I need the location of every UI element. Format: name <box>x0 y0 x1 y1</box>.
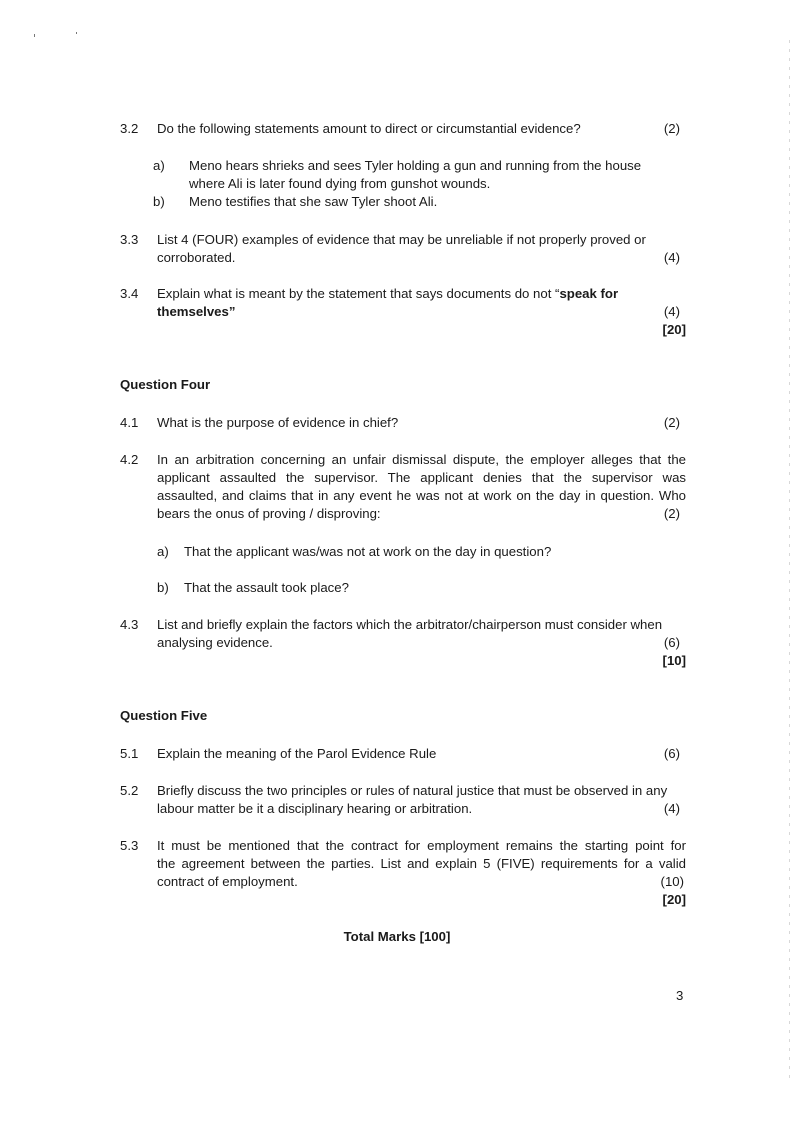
section-total: [10] <box>662 653 686 668</box>
sub-item-a <box>153 157 686 193</box>
sub-item-text: Meno testifies that she saw Tyler shoot Ali. <box>189 194 438 209</box>
question-number: 5.1 <box>120 746 139 761</box>
sub-item-label: b) <box>153 194 165 209</box>
question-line: applicant assaulted the supervisor. The applicant denies that the supervisor was <box>157 470 686 485</box>
question-mark: (2) <box>663 415 680 430</box>
emphasis-text: themselves” <box>157 304 236 319</box>
question-line: contract of employment. <box>157 874 298 889</box>
question-text <box>157 285 686 321</box>
sub-item-label: a) <box>157 544 169 559</box>
sub-item-text: That the assault took place? <box>184 580 349 595</box>
question-mark: (6) <box>663 746 680 761</box>
question-number: 4.2 <box>120 452 139 467</box>
sub-item-text: That the applicant was/was not at work on the day in question? <box>184 544 552 559</box>
question-mark: (2) <box>663 506 680 521</box>
question-line: bears the onus of proving / disproving: <box>157 506 381 521</box>
question-mark: (6) <box>663 635 680 650</box>
question-text: Explain the meaning of the Parol Evidence Rule <box>157 746 437 761</box>
question-number: 4.1 <box>120 415 139 430</box>
question-line: Explain what is meant by the statement that says documents do not “ <box>157 286 560 301</box>
question-number: 4.3 <box>120 617 139 632</box>
question-text: What is the purpose of evidence in chief? <box>157 415 399 430</box>
question-5-3 <box>120 837 686 909</box>
question-number: 3.2 <box>120 121 139 136</box>
question-mark: (4) <box>663 304 680 319</box>
question-text <box>157 451 686 523</box>
question-3-3 <box>120 231 686 267</box>
question-line: labour matter be it a disciplinary hearing or arbitration. <box>157 801 473 816</box>
question-number: 5.3 <box>120 838 139 853</box>
section-total: [20] <box>662 892 686 907</box>
scan-artifact <box>34 34 35 37</box>
question-text <box>157 231 686 267</box>
total-marks: Total Marks [100] <box>343 929 451 944</box>
page-number: 3 <box>676 988 684 1003</box>
question-text <box>157 616 686 652</box>
sub-item-label: b) <box>157 580 169 595</box>
question-3-4 <box>120 285 686 339</box>
question-4-3 <box>120 616 686 670</box>
sub-item-label: a) <box>153 158 165 173</box>
question-line: In an arbitration concerning an unfair dismissal dispute, the employer alleges that the <box>157 452 686 467</box>
sub-item-line: where Ali is later found dying from gunshot wounds. <box>189 176 491 191</box>
question-line: List and briefly explain the factors which the arbitrator/chairperson must consider when <box>157 617 663 632</box>
question-mark: (4) <box>663 801 680 816</box>
question-mark: (10) <box>660 874 684 889</box>
question-line: assaulted, and claims that in any event he was not at work on the day in question. Who <box>157 488 686 503</box>
section-total: [20] <box>662 322 686 337</box>
question-number: 3.3 <box>120 232 139 247</box>
sub-item-line: Meno hears shrieks and sees Tyler holding a gun and running from the house <box>189 158 642 173</box>
question-4-2 <box>120 451 686 523</box>
scan-edge <box>789 40 790 1080</box>
section-heading: Question Four <box>120 377 211 392</box>
sub-item-text <box>189 157 686 193</box>
question-line: It must be mentioned that the contract for employment remains the starting point for <box>157 838 686 853</box>
question-line: List 4 (FOUR) examples of evidence that may be unreliable if not properly proved or <box>157 232 646 247</box>
section-heading: Question Five <box>120 708 208 723</box>
emphasis-text: speak for <box>559 286 619 301</box>
scan-artifact <box>76 32 77 34</box>
question-number: 5.2 <box>120 783 139 798</box>
question-text <box>157 837 686 891</box>
question-mark: (2) <box>663 121 680 136</box>
question-line: corroborated. <box>157 250 236 265</box>
question-line: the agreement between the parties. List and explain 5 (FIVE) requirements for a valid <box>157 856 686 871</box>
question-text <box>157 782 686 818</box>
question-text: Do the following statements amount to direct or circumstantial evidence? <box>157 121 581 136</box>
question-5-2 <box>120 782 686 818</box>
question-line: Briefly discuss the two principles or rules of natural justice that must be observed in any <box>157 783 668 798</box>
question-number: 3.4 <box>120 286 139 301</box>
question-mark: (4) <box>663 250 680 265</box>
question-line: analysing evidence. <box>157 635 273 650</box>
